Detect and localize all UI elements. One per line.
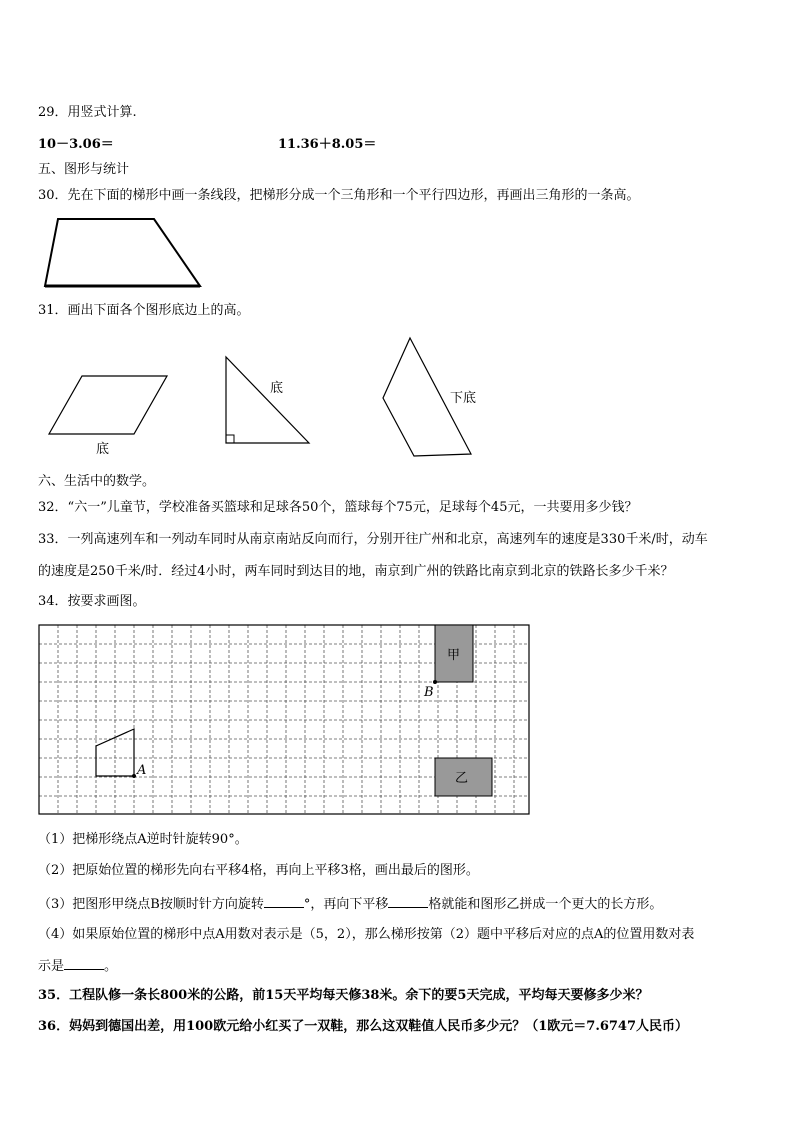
q31-text: 31．画出下面各个图形底边上的高。 <box>38 303 250 318</box>
q34-sub-1: （1）把梯形绕点A逆时针旋转90°。 <box>38 832 248 847</box>
q31-triangle-label: 底 <box>270 381 284 396</box>
q34-sub-3 <box>38 895 662 913</box>
section-5-heading: 五、图形与统计 <box>38 162 130 177</box>
q34-sub-3-part-b: °，再向下平移 <box>303 897 389 912</box>
q32-text: 32．“六一”儿童节，学校准备买篮球和足球各50个，篮球每个75元，足球每个45元，一共要用多少钱？ <box>38 500 638 515</box>
q31-parallelogram-label: 底 <box>96 442 110 457</box>
q33-text-line-2: 的速度是250千米/时．经过4小时，两车同时到达目的地，南京到广州的铁路比南京到北京的铁路长多少千米？ <box>38 564 674 579</box>
q34-sub-3-blank-squares[interactable] <box>388 895 428 908</box>
q34-sub-4-line-2 <box>38 957 117 975</box>
q36-text: 36．妈妈到德国出差，用100欧元给小红买了一双鞋，那么这双鞋值人民币多少元？（1欧元＝7.6747人民币） <box>38 1019 689 1034</box>
section-6-heading: 六、生活中的数学。 <box>38 474 156 489</box>
q34-label-b: B <box>424 685 434 700</box>
q31-trapezoid-label: 下底 <box>450 391 477 406</box>
q34-sub-4-part-b: 。 <box>104 959 118 974</box>
q34-label-yi: 乙 <box>455 771 469 786</box>
q29-expression-2: 11.36＋8.05＝ <box>278 137 377 152</box>
q34-label-a: A <box>137 763 147 778</box>
q29-title: 29．用竖式计算. <box>38 105 137 120</box>
q34-sub-4-blank[interactable] <box>64 957 104 970</box>
q34-sub-4-part-a: 示是 <box>38 959 65 974</box>
q34-sub-3-blank-angle[interactable] <box>264 895 304 908</box>
q34-sub-3-part-a: （3）把图形甲绕点B按顺时针方向旋转 <box>38 897 264 912</box>
q34-point-b <box>433 680 437 684</box>
q30-text: 30．先在下面的梯形中画一条线段，把梯形分成一个三角形和一个平行四边形，再画出三角形的一条高。 <box>38 188 640 203</box>
q34-sub-2: （2）把原始位置的梯形先向右平移4格，再向上平移3格，画出最后的图形。 <box>38 863 479 878</box>
q34-sub-4-line-1: （4）如果原始位置的梯形中点A用数对表示是（5，2），那么梯形按第（2）题中平移后对应的点A的位置用数对表 <box>38 927 695 942</box>
q34-point-a <box>132 774 136 778</box>
q34-title: 34．按要求画图。 <box>38 594 146 609</box>
q33-text-line-1: 33．一列高速列车和一列动车同时从南京南站反向而行，分别开往广州和北京，高速列车的速度是330千米/时，动车 <box>38 532 708 547</box>
q34-label-jia: 甲 <box>447 648 461 663</box>
q34-sub-3-part-c: 格就能和图形乙拼成一个更大的长方形。 <box>428 897 663 912</box>
q35-text: 35．工程队修一条长800米的公路，前15天平均每天修38米。余下的要5天完成，平均每天要修多少米？ <box>38 988 649 1003</box>
q29-expression-1: 10－3.06＝ <box>38 137 114 152</box>
